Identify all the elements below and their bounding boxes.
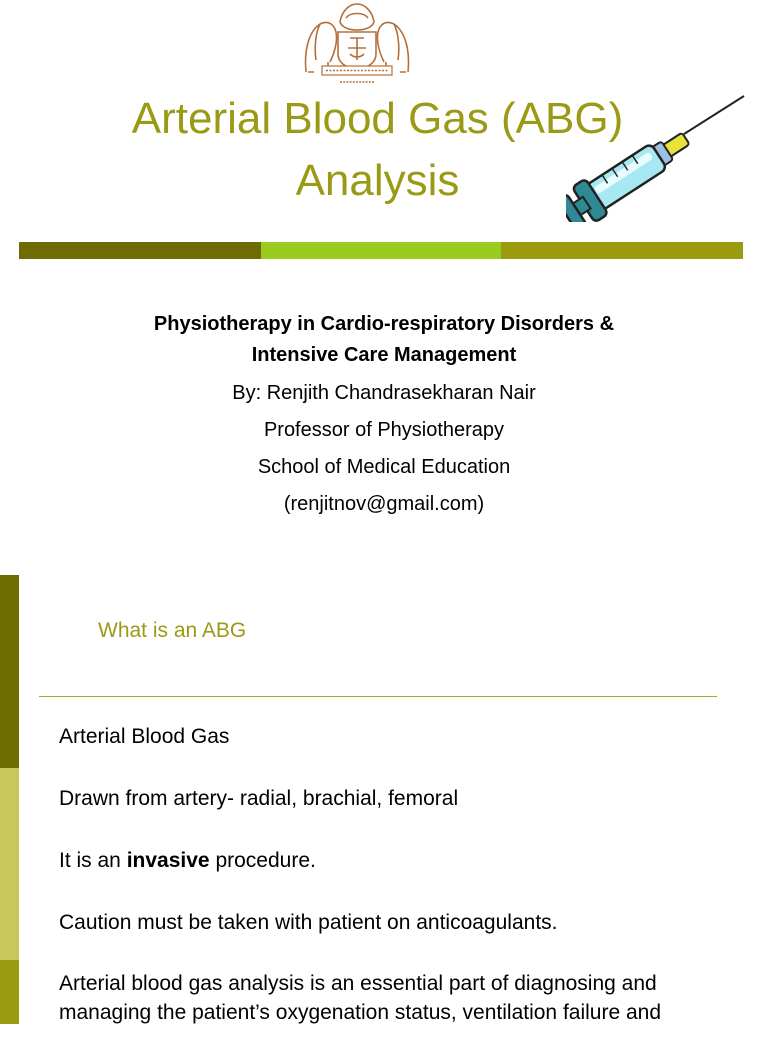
kerala-emblem-logo — [300, 2, 414, 90]
list-item: Drawn from artery- radial, brachial, femoral — [59, 787, 459, 810]
course-title-line-2: Intensive Care Management — [251, 344, 517, 366]
email-line: (renjitnov@gmail.com) — [283, 493, 485, 515]
title-line-2: Analysis — [295, 156, 460, 205]
text-line: Arterial blood gas analysis is an essential part of diagnosing and — [59, 972, 657, 995]
side-bar-olive — [0, 960, 19, 1024]
emphasis-text: invasive — [126, 849, 210, 872]
title-line-1: Arterial Blood Gas (ABG) — [131, 94, 624, 143]
divider-bar-green — [261, 242, 501, 259]
list-item — [59, 969, 759, 1027]
slide-heading: What is an ABG — [98, 619, 247, 642]
divider-bar-olive — [501, 242, 743, 259]
text-part: procedure. — [209, 849, 316, 872]
syringe-icon — [566, 92, 748, 222]
content-list — [59, 721, 759, 1058]
text-line: managing the patient’s oxygenation status, ventilation failure and — [59, 1001, 662, 1024]
position-line: Professor of Physiotherapy — [263, 419, 505, 441]
divider-bar-dark — [19, 242, 261, 259]
presentation-info — [40, 309, 728, 523]
list-item: Caution must be taken with patient on anticoagulants. — [59, 911, 558, 934]
school-line: School of Medical Education — [257, 456, 511, 478]
side-bar-light — [0, 768, 19, 960]
heading-divider — [39, 696, 717, 697]
side-bar-dark — [0, 575, 19, 768]
course-title-line-1: Physiotherapy in Cardio-respiratory Disorders & — [153, 313, 615, 335]
list-item: Arterial Blood Gas — [59, 725, 230, 748]
author-line: By: Renjith Chandrasekharan Nair — [232, 382, 536, 404]
content-slide — [0, 575, 768, 1024]
text-part: It is an — [59, 849, 127, 872]
list-item — [59, 845, 759, 876]
